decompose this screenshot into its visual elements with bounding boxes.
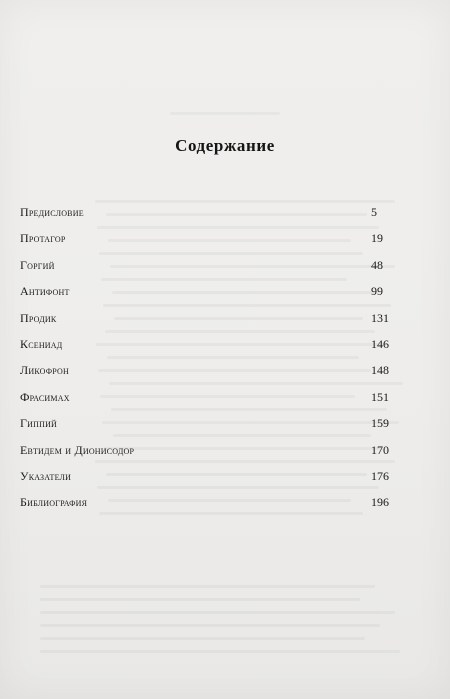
show-through-line	[40, 585, 375, 588]
toc-entry-page-number: 99	[371, 284, 383, 299]
toc-entry-title: Библиография	[20, 495, 88, 510]
toc-entry-title: Фрасимах	[20, 389, 70, 404]
show-through-line	[95, 200, 395, 203]
show-through-line	[40, 637, 365, 640]
toc-entry-page-number: 170	[371, 442, 389, 457]
toc-entry-title: Указатели	[20, 468, 72, 483]
toc-entry	[20, 442, 398, 468]
toc-entry	[20, 310, 398, 336]
toc-entry	[20, 362, 398, 388]
toc-entry-page-number: 148	[371, 363, 389, 378]
toc-entry-title: Ксениад	[20, 336, 63, 351]
toc-entry-title: Евтидем и Дионисодор	[20, 442, 135, 457]
toc-entry	[20, 389, 398, 415]
show-through-line	[40, 624, 380, 627]
toc-entry	[20, 257, 398, 283]
show-through-line	[40, 598, 360, 601]
toc-entry	[20, 336, 398, 362]
toc-entry-page-number: 131	[371, 310, 389, 325]
toc-entry	[20, 494, 398, 520]
show-through-line	[40, 611, 395, 614]
page-title: Содержание	[175, 136, 275, 155]
toc-entry-title: Гиппий	[20, 416, 58, 431]
toc-entry-title: Предисловие	[20, 205, 84, 219]
toc-entry-title: Продик	[20, 310, 57, 325]
toc-entry	[20, 230, 398, 256]
toc-entry	[20, 415, 398, 441]
toc-entry	[20, 283, 398, 309]
toc-entry	[20, 204, 398, 230]
toc-entry-page-number: 159	[371, 416, 389, 431]
toc-entry-page-number: 5	[371, 205, 377, 219]
toc-entry-page-number: 146	[371, 336, 389, 351]
toc-entry-page-number: 19	[371, 231, 383, 246]
toc-entry-page-number: 151	[371, 389, 389, 404]
toc-entry-title: Горгий	[20, 257, 55, 272]
toc-entry	[20, 468, 398, 494]
toc-entry-title: Антифонт	[20, 284, 70, 299]
toc-entry-page-number: 176	[371, 468, 389, 483]
toc-entry-title: Ликофрон	[20, 363, 69, 378]
toc-entry-page-number: 48	[371, 257, 383, 272]
show-through-line	[170, 112, 280, 115]
show-through-line	[40, 650, 400, 653]
toc-entry-title: Протагор	[20, 231, 66, 246]
table-of-contents	[20, 204, 398, 521]
toc-entry-page-number: 196	[371, 495, 389, 510]
